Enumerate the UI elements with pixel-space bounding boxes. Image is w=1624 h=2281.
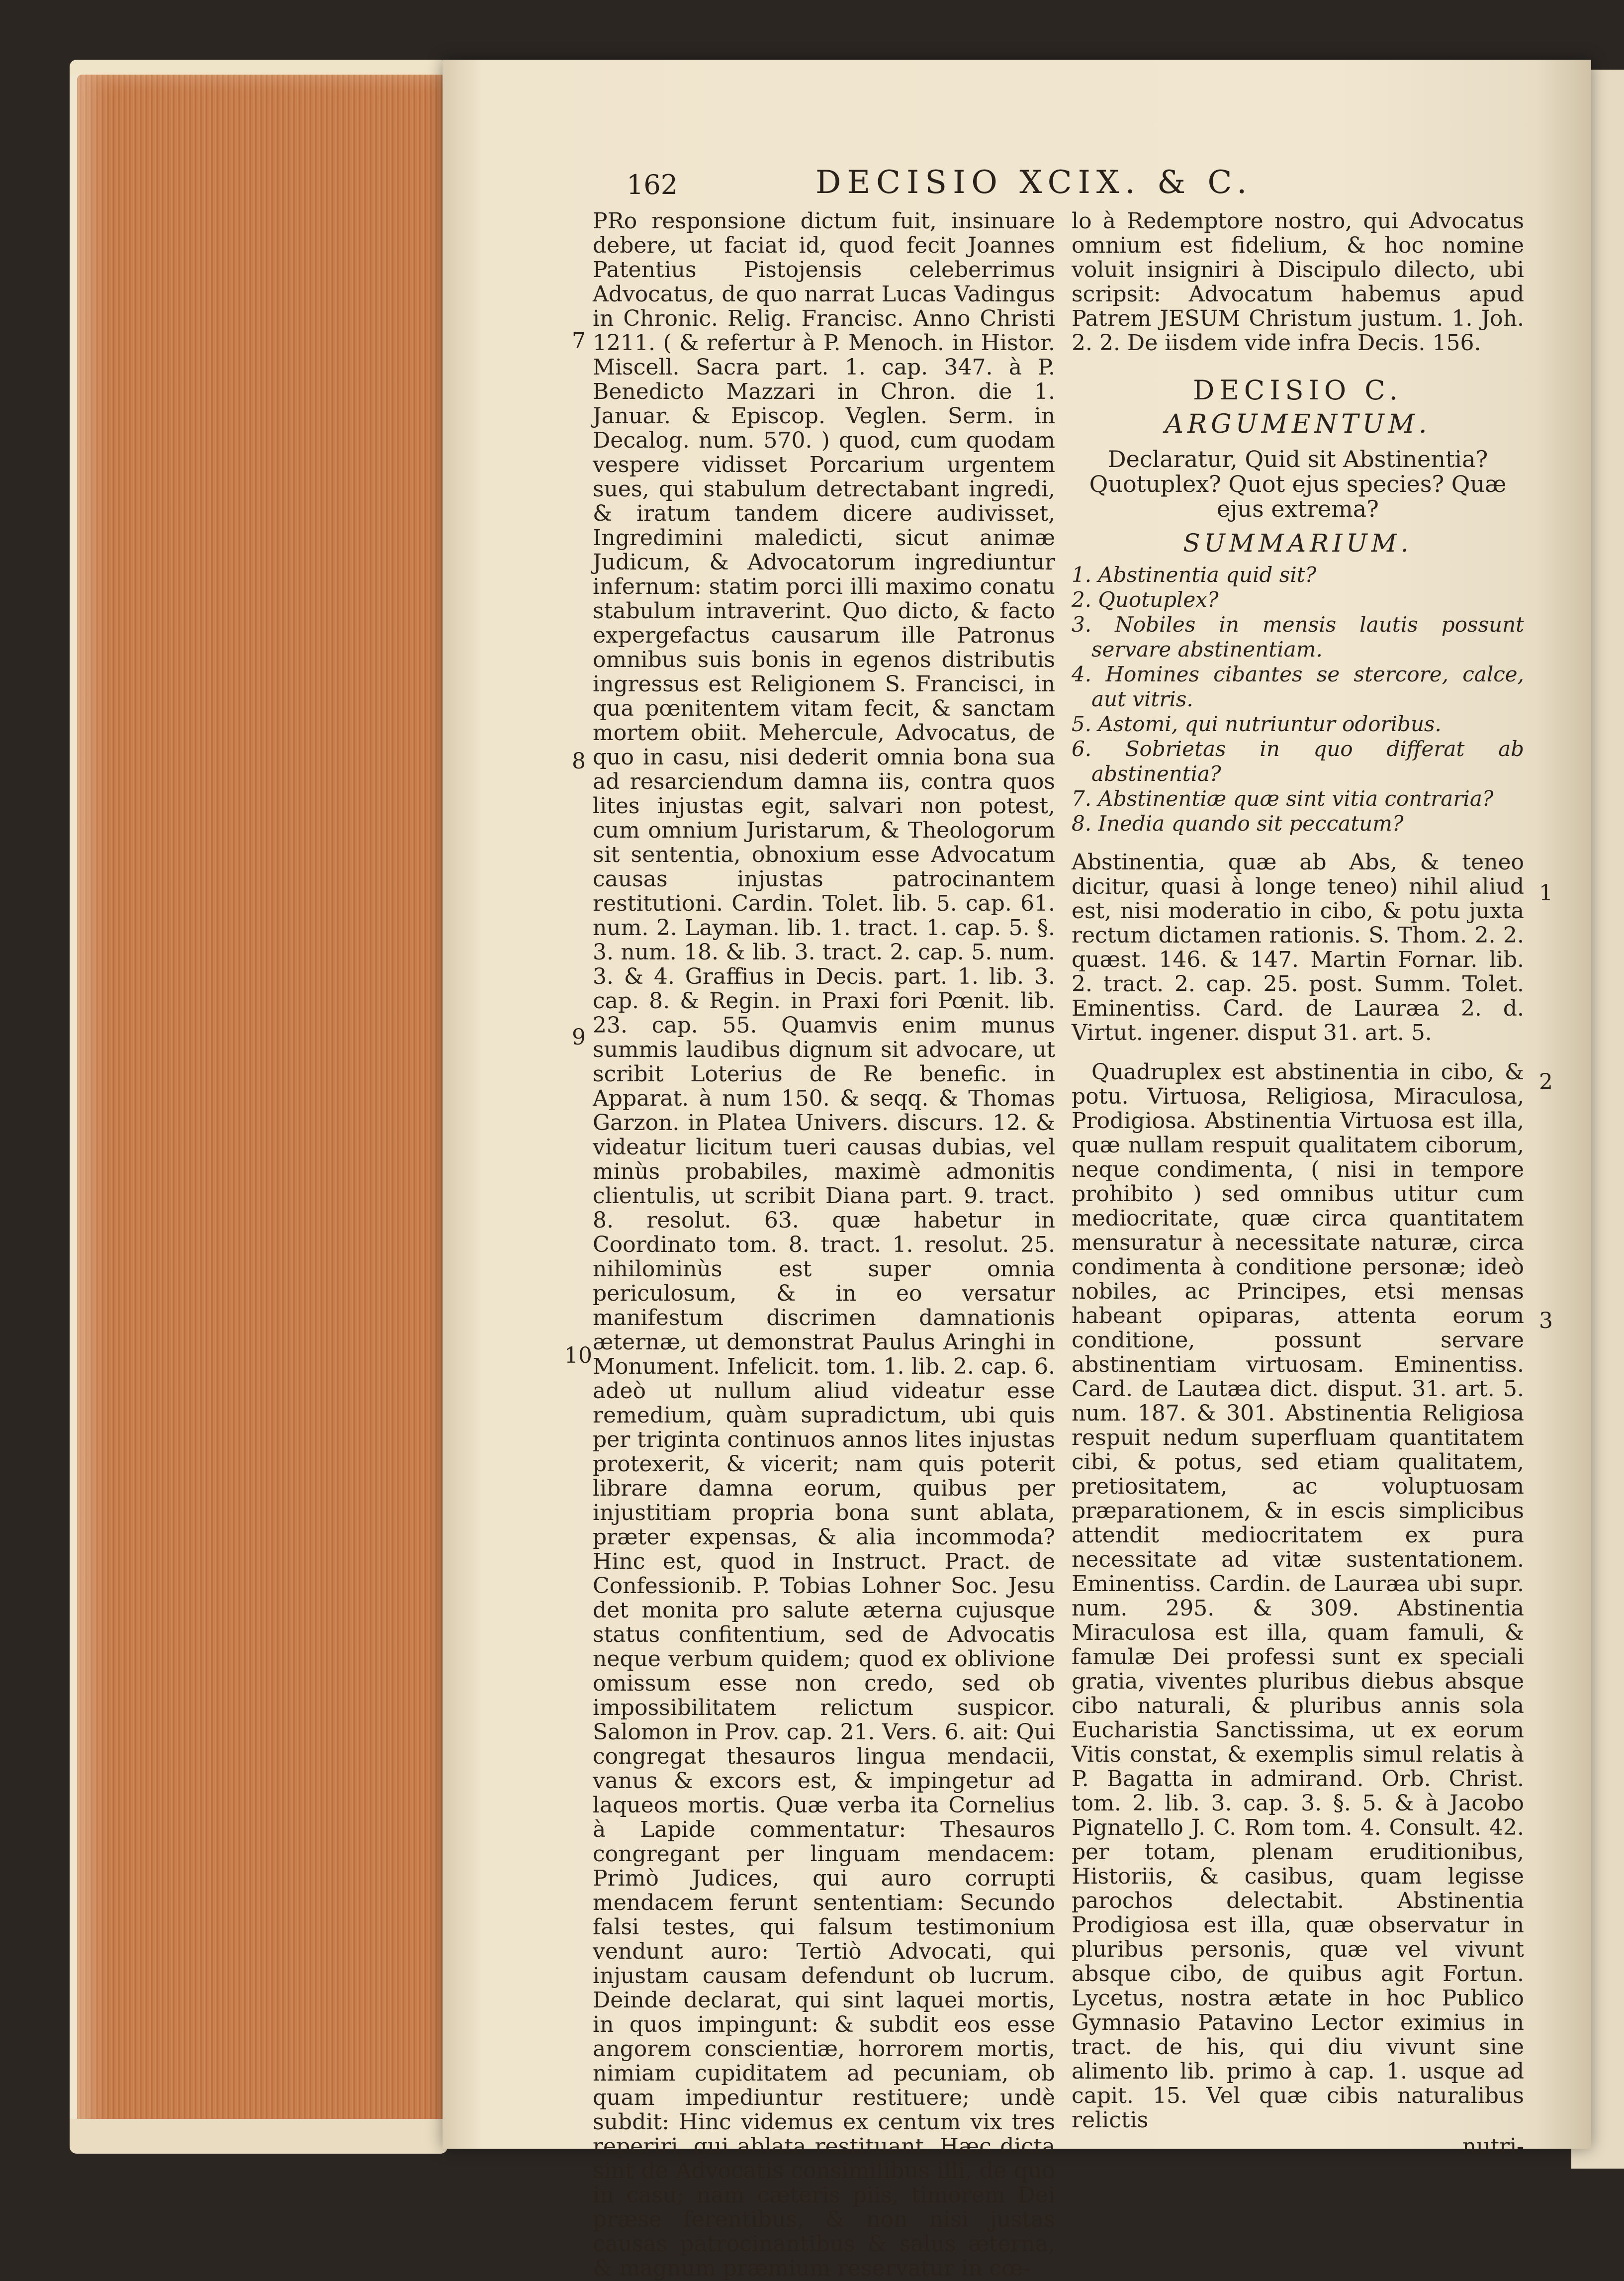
- right-column: [1072, 209, 1524, 2159]
- argumentum-heading: ARGUMENTUM.: [1165, 409, 1431, 439]
- decision-title: DECISIO C.: [1193, 375, 1403, 406]
- summary-list: [1072, 563, 1524, 836]
- running-header: [627, 164, 1522, 214]
- summary-item: 6. Sobrietas in quo differat ab abstinentia?: [1072, 737, 1524, 786]
- summary-item: 4. Homines cibantes se stercore, calce, aut vitris.: [1072, 662, 1524, 711]
- catchword: nutri-: [1462, 2134, 1524, 2159]
- book-page-edges: [77, 75, 445, 2139]
- book-cover-bottom: [70, 2119, 448, 2154]
- margin-number: 3: [1539, 1308, 1553, 1333]
- margin-number: 7: [572, 328, 586, 354]
- left-column: [593, 209, 1055, 2281]
- declaration: Declaratur, Quid sit Abstinentia? Quotuplex? Quot ejus species? Quæ ejus extrema?: [1089, 446, 1507, 522]
- summary-item: 8. Inedia quando sit peccatum?: [1072, 811, 1404, 836]
- left-column-text: PRo responsione dictum fuit, insinuare debere, ut faciat id, quod fecit Joannes Patentius Pistojensis celeberrimus Advocatus, de quo narrat Lucas Vadingus in Chronic. Relig. Francisc. Anno Christi 1211. ( & refertur à P. Menoch. in Histor. Miscell. Sacra part. 1. cap. 347. à P. Benedicto Mazzari in Chron. die 1. Januar. & Episcop. Veglen. Serm. in Decalog. num. 570. ) quod, cum quodam vespere vidisset Porcarium urgentem sues, qui stabulum detrectabant ingredi, & iratum tandem dicere audivisset, Ingredimini maledicti, sicut animæ Judicum, & Advocatorum ingrediuntur infernum: statim porci illi maximo conatu stabulum intraverint. Quo dicto, & facto expergefactus causarum ille Patronus omnibus suis bonis in egenos distributis ingressus est Religionem S. Francisci, in qua pœnitentem vitam fecit, & sanctam mortem obiit. Mehercule, Advocatus, de quo in casu, nisi dederit omnia bona sua ad resarciendum damna iis, contra quos lites injustas egit, salvari non potest, cum omnium Juristarum, & Theologorum sit sententia, obnoxium esse Advocatum causas injustas patrocinantem restitutioni. Cardin. Tolet. lib. 5. cap. 61. num. 2. Layman. lib. 1. tract. 1. cap. 5. §. 3. num. 18. & lib. 3. tract. 2. cap. 5. num. 3. & 4. Graffius in Decis. part. 1. lib. 3. cap. 8. & Regin. in Praxi fori Pœnit. lib. 23. cap. 55. Quamvis enim munus summis laudibus dignum sit advocare, ut scribit Loterius de Re benefic. in Apparat. à num 150. & seqq. & Thomas Garzon. in Platea Univers. discurs. 12. & videatur licitum tueri causas dubias, vel minùs probabiles, maximè admonitis clientulis, ut scribit Diana part. 9. tract. 8. resolut. 63. quæ habetur in Coordinato tom. 8. tract. 1. resolut. 25. nihilominùs est super omnia periculosum, & in eo versatur manifestum discrimen damnationis æternæ, ut demonstrat Paulus Aringhi in Monument. Infelicit. tom. 1. lib. 2. cap. 6. adeò ut nullum aliud videatur esse remedium, quàm supradictum, ubi quis per triginta continuos annos lites injustas protexerit, & vicerit; nam quis poterit librare damna eorum, quibus per injustitiam propria bona sunt ablata, præter expensas, & alia incommoda? Hinc est, quod in Instruct. Pract. de Confessionib. P. Tobias Lohner Soc. Jesu det monita pro salute æterna cujusque status confitentium, sed de Advocatis neque verbum quidem; quod ex oblivione omissum esse non credo, sed ob impossibilitatem relictum suspicor. Salomon in Prov. cap. 21. Vers. 6. ait: Qui congregat thesauros lingua mendacii, vanus & excors est, & impingetur ad laqueos mortis. Quæ verba ita Cornelius à Lapide commentatur: Thesauros congregant per linguam mendacem: Primò Judices, qui auro corrupti mendacem ferunt sententiam: Secundo falsi testes, qui falsum testimonium vendunt auro: Tertiò Advocati, qui injustam causam defendunt ob lucrum. Deinde declarat, qui sint laquei mortis, in quos impingunt: & subdit eos esse angorem conscientiæ, horrorem mortis, nimiam cupiditatem ad pecuniam, ob quam impediuntur restituere; undè subdit: Hinc videmus ex centum vix tres reperiri, qui ablata restituant. Hæc dicta sint de Advocatis consimilibus illi, de quo in casu; nam cæteris piis, timorem Dei præse ferentibus, & non nisi justas causas patrocinantibus & salus æterna, & magnum præmium reservatur in cœ-: [593, 208, 1055, 2281]
- margin-number: 8: [572, 749, 586, 774]
- summarium-heading: SUMMARIUM.: [1183, 529, 1413, 558]
- summary-item: 1. Abstinentia quid sit?: [1072, 563, 1317, 587]
- page-number: 162: [627, 169, 678, 200]
- margin-number: 1: [1539, 880, 1553, 906]
- summary-item: 7. Abstinentiæ quæ sint vitia contraria?: [1072, 786, 1494, 811]
- margin-number: 10: [564, 1343, 592, 1368]
- summary-item: 5. Astomi, qui nutriuntur odoribus.: [1072, 712, 1442, 736]
- paragraph-abstinentia-definition: Abstinentia, quæ ab Abs, & teneo dicitur, quasi à longe teneo) nihil aliud est, nisi moderatio in cibo, & potu juxta rectum dictamen rationis. S. Thom. 2. 2. quæst. 146. & 147. Martin Fornar. lib. 2. tract. 2. cap. 25. post. Summ. Tolet. Eminentiss. Card. de Lauræa 2. d. Virtut. ingener. disput 31. art. 5.: [1072, 850, 1524, 1045]
- paragraph-quadruplex: Quadruplex est abstinentia in cibo, & potu. Virtuosa, Religiosa, Miraculosa, Prodigiosa. Abstinentia Virtuosa est illa, quæ nullam respuit qualitatem ciborum, neque condimenta, ( nisi in tempore prohibito ) sed omnibus utitur cum mediocritate, quæ circa quantitatem mensuratur à necessitate naturæ, circa condimenta à conditione personæ; ideò nobiles, ac Principes, etsi mensas habeant opiparas, attenta eorum conditione, possunt servare abstinentiam virtuosam. Eminentiss. Card. de Lautæa dict. disput. 31. art. 5. num. 187. & 301. Abstinentia Religiosa respuit nedum superfluam quantitatem cibi, & potus, sed etiam qualitatem, pretiositatem, ac voluptuosam præparationem, & in escis simplicibus attendit mediocritatem ex pura necessitate ad vitæ sustentationem. Eminentiss. Cardin. de Lauræa ubi supr. num. 295. & 309. Abstinentia Miraculosa est illa, quam famuli, & famulæ Dei professi sunt ex speciali gratia, viventes pluribus diebus absque cibo naturali, & pluribus annis sola Eucharistia Sanctissima, ut ex eorum Vitis constat, & exemplis simul relatis à P. Bagatta in admirand. Orb. Christ. tom. 2. lib. 3. cap. 3. §. 5. & à Jacobo Pignatello J. C. Rom tom. 4. Consult. 42. per totam, plenam eruditionibus, Historiis, & casibus, quam legisse parochos delectabit. Abstinentia Prodigiosa est illa, quæ observatur in pluribus personis, quæ vel vivunt absque cibo, de quibus agit Fortun. Lycetus, nostra ætate in hoc Publico Gymnasio Patavino Lector eximius in tract. de his, qui diu vivunt sine alimento lib. primo à cap. 1. usque ad capit. 15. Vel quæ cibis naturalibus relictis: [1072, 1059, 1524, 2133]
- continuation-text: lo à Redemptore nostro, qui Advocatus omnium est fidelium, & hoc nomine voluit insigniri à Discipulo dilecto, ubi scripsit: Advocatum habemus apud Patrem JESUM Christum justum. 1. Joh. 2. 2. De iisdem vide infra Decis. 156.: [1072, 208, 1524, 356]
- margin-number: 2: [1539, 1069, 1553, 1095]
- running-title: DECISIO XCIX. & C.: [815, 164, 1253, 201]
- summary-item: 3. Nobiles in mensis lautis possunt servare abstinentiam.: [1072, 612, 1524, 662]
- summary-item: 2. Quotuplex?: [1072, 587, 1219, 612]
- margin-number: 9: [572, 1025, 586, 1050]
